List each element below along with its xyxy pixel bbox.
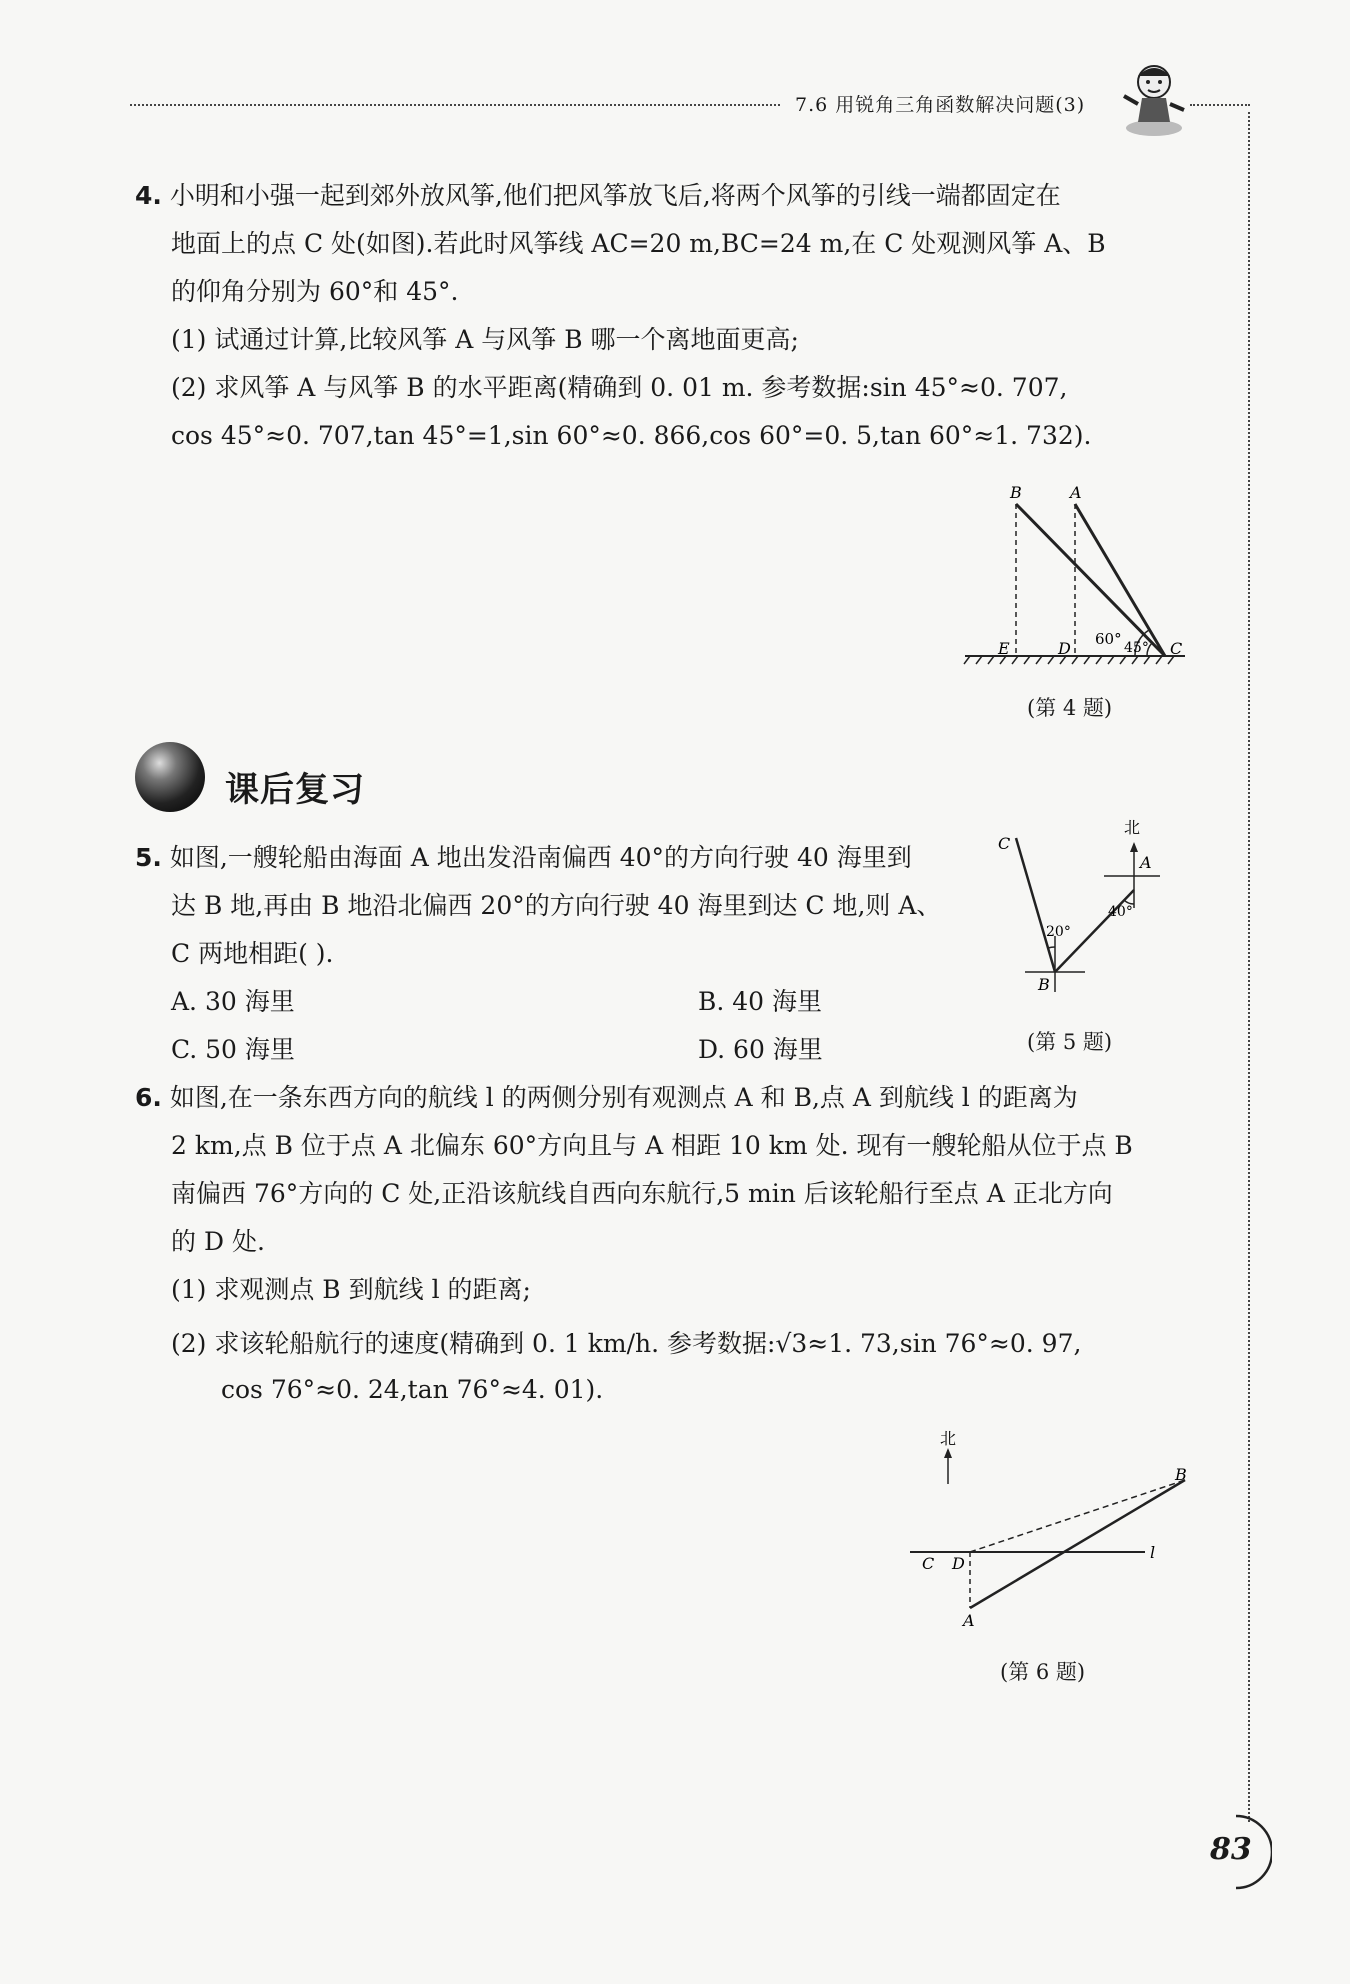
fig6-label-B: B xyxy=(1175,1465,1187,1484)
problem-6-line-3: 南偏西 76°方向的 C 处,正沿该航线自西向东航行,5 min 后该轮船行至点 A 正北方向 xyxy=(171,1179,1113,1208)
fig4-label-E: E xyxy=(998,639,1010,658)
problem-5-option-b: B. 40 海里 xyxy=(698,987,823,1016)
problem-4-line-3: 的仰角分别为 60°和 45°. xyxy=(171,277,459,306)
problem-6-question-2-line-2: cos 76°≈0. 24,tan 76°≈4. 01). xyxy=(221,1375,604,1404)
problem-6-caption: (第 6 题) xyxy=(1000,1660,1086,1684)
problem-5-option-a: A. 30 海里 xyxy=(171,987,295,1016)
problem-4-line-1: 4. 小明和小强一起到郊外放风筝,他们把风筝放飞后,将两个风筝的引线一端都固定在 xyxy=(135,181,1061,210)
problem-6-figure xyxy=(900,1424,1200,1634)
fig5-label-A: A xyxy=(1140,853,1152,872)
fig4-label-B: B xyxy=(1010,483,1022,502)
problem-5-option-d: D. 60 海里 xyxy=(698,1035,823,1064)
problem-6-number: 6. xyxy=(135,1083,162,1112)
problem-4-figure xyxy=(960,478,1200,668)
fig6-label-A: A xyxy=(963,1611,975,1630)
problem-5-line-1: 5. 如图,一艘轮船由海面 A 地出发沿南偏西 40°的方向行驶 40 海里到 xyxy=(135,843,912,872)
fig4-label-A: A xyxy=(1070,483,1082,502)
problem-5-option-c: C. 50 海里 xyxy=(171,1035,295,1064)
mascot-illustration xyxy=(1118,60,1190,138)
problem-4-caption: (第 4 题) xyxy=(1027,696,1113,720)
problem-6-line-2: 2 km,点 B 位于点 A 北偏东 60°方向且与 A 相距 10 km 处. 现有一艘轮船从位于点 B xyxy=(171,1131,1133,1160)
problem-5-number: 5. xyxy=(135,843,162,872)
problem-5-figure xyxy=(990,816,1170,996)
problem-6-question-1: (1) 求观测点 B 到航线 l 的距离; xyxy=(171,1275,531,1304)
problem-4-question-2-line-2: cos 45°≈0. 707,tan 45°=1,sin 60°≈0. 866,cos 60°=0. 5,tan 60°≈1. 732). xyxy=(171,421,1092,450)
header-rule-right xyxy=(1190,104,1250,106)
problem-4-line-2: 地面上的点 C 处(如图).若此时风筝线 AC=20 m,BC=24 m,在 C 处观测风筝 A、B xyxy=(171,229,1106,258)
fig5-label-B: B xyxy=(1038,975,1050,994)
fig5-angle-40: 40° xyxy=(1108,904,1133,920)
problem-6-line-4: 的 D 处. xyxy=(171,1227,265,1256)
problem-5-line-3: C 两地相距( ). xyxy=(171,939,334,968)
problem-6-question-2-line-1: (2) 求该轮船航行的速度(精确到 0. 1 km/h. 参考数据:√3≈1. 73,sin 76°≈0. 97, xyxy=(171,1329,1082,1358)
margin-rule xyxy=(1248,112,1250,1822)
fig5-north-label: 北 xyxy=(1124,818,1141,837)
section-title: 课后复习 xyxy=(225,770,365,810)
problem-4-question-2-line-1: (2) 求风筝 A 与风筝 B 的水平距离(精确到 0. 01 m. 参考数据:sin 45°≈0. 707, xyxy=(171,373,1068,402)
section-header: 7.6 用锐角三角函数解决问题(3) xyxy=(795,94,1086,116)
fig5-angle-20: 20° xyxy=(1046,924,1071,940)
fig4-angle-60: 60° xyxy=(1095,630,1122,648)
fig5-label-C: C xyxy=(998,834,1011,853)
page-number: 83 xyxy=(1210,1832,1252,1867)
problem-6-line-1: 6. 如图,在一条东西方向的航线 l 的两侧分别有观测点 A 和 B,点 A 到航线 l 的距离为 xyxy=(135,1083,1078,1112)
problem-4-number: 4. xyxy=(135,181,162,210)
fig6-label-C: C xyxy=(922,1554,935,1573)
problem-4-question-1: (1) 试通过计算,比较风筝 A 与风筝 B 哪一个离地面更高; xyxy=(171,325,799,354)
fig6-label-l: l xyxy=(1150,1543,1156,1562)
fig4-label-D: D xyxy=(1058,639,1071,658)
problem-5-line-2: 达 B 地,再由 B 地沿北偏西 20°的方向行驶 40 海里到达 C 地,则 A、 xyxy=(171,891,942,920)
header-rule xyxy=(130,104,780,106)
section-bullet-icon xyxy=(135,742,205,812)
fig6-north-label: 北 xyxy=(940,1429,957,1448)
fig4-label-C: C xyxy=(1170,639,1183,658)
fig6-label-D: D xyxy=(952,1554,965,1573)
problem-5-caption: (第 5 题) xyxy=(1027,1030,1113,1054)
fig4-angle-45: 45° xyxy=(1124,640,1149,656)
